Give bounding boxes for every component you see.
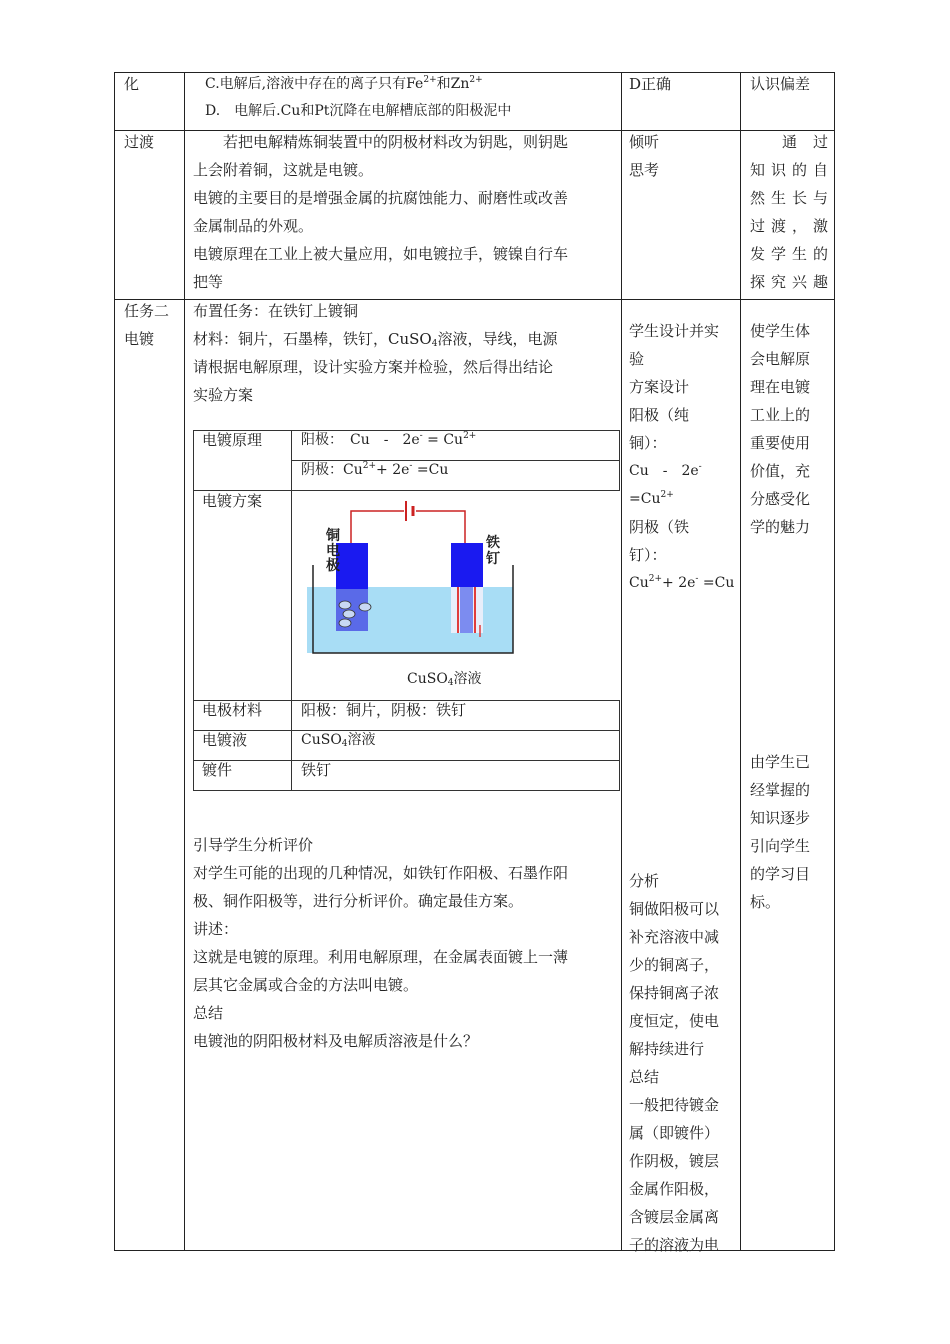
activity-line: 属（即镀件） (629, 1124, 720, 1142)
iron-nail-body (460, 587, 473, 633)
inner-table-row-divider (193, 760, 620, 761)
copper-bubble (343, 610, 355, 618)
table-border-left (114, 72, 115, 1251)
plan-heading: 实验方案 (193, 386, 254, 404)
activity-eq-line: $=Cu^{2+}$ (629, 490, 674, 507)
row1-intent: 认识偏差 (750, 75, 811, 93)
inner-label-workpiece: 镀件 (202, 761, 233, 779)
row1-option-d: D. 电解后.Cu和Pt沉降在电解槽底部的阳极泥中 (205, 103, 512, 119)
iron-nail-label: 铁钉 (486, 535, 500, 567)
table-border-right (834, 72, 835, 1251)
cathode-equation: 阴极：$Cu^{2+}+ 2e^- =Cu$ (301, 461, 449, 478)
activity-line: 作阴极，镀层 (629, 1152, 720, 1170)
activity-line: 含镀层金属离 (629, 1208, 720, 1226)
iron-nail-electrode (451, 543, 483, 587)
activity-line: 学生设计并实 (629, 322, 720, 340)
intent-line: 学的魅力 (750, 518, 811, 536)
inner-label-electrode: 电极材料 (202, 701, 263, 719)
activity-line: 度恒定，使电 (629, 1012, 720, 1030)
row2-intent (750, 128, 828, 296)
analysis-line: 对学生可能的出现的几种情况，如铁钉作阳极、石墨作阳 (193, 864, 569, 882)
row3-phase-line: 任务二 (124, 302, 170, 320)
inner-label-bath: 电镀液 (202, 731, 248, 749)
activity-line: 验 (629, 350, 645, 368)
intent-line: 标。 (750, 893, 781, 911)
inner-table-mid (291, 430, 292, 791)
analysis-line: 讲述： (193, 920, 239, 938)
electroplating-diagram (300, 497, 540, 667)
row2-intent-line: 探 究 兴 趣 (750, 273, 828, 291)
row2-content-line: 若把电解精炼铜装置中的阴极材料改为钥匙，则钥匙 (193, 133, 569, 151)
row2-content-line: 把等 (193, 273, 224, 291)
inner-label-scheme: 电镀方案 (202, 492, 263, 510)
intent-line: 会电解原 (750, 350, 811, 368)
copper-bubble (359, 603, 371, 611)
row2-activity-line: 倾听 (629, 133, 660, 151)
intent-line: 引向学生 (750, 837, 811, 855)
inner-table-row-divider (193, 730, 620, 731)
copper-electrode-label: 铜电极 (326, 528, 340, 574)
row2-activity-line: 思考 (629, 161, 660, 179)
inner-label-principle: 电镀原理 (202, 431, 263, 449)
activity-line: 铜做阳极可以 (629, 900, 720, 918)
row2-intent-line: 然 生 长 与 (750, 189, 828, 207)
circuit-wire (351, 511, 404, 543)
row1-phase: 化 (124, 75, 140, 93)
inner-value-bath: CuSO$_4$溶液 (301, 732, 376, 749)
table-col-divider-3 (740, 72, 741, 1251)
anode-equation: 阳极： Cu - $2e^- = Cu^{2+}$ (301, 431, 477, 448)
row2-content-line: 电镀的主要目的是增强金属的抗腐蚀能力、耐磨性或改善 (193, 189, 569, 207)
row3-intent (750, 317, 810, 541)
intent-line: 工业上的 (750, 406, 811, 424)
row3-phase-line: 电镀 (124, 330, 155, 348)
activity-eq-line: Cu - 2e- (629, 462, 702, 479)
circuit-wire (416, 511, 465, 543)
activity-line: 铜）： (629, 434, 667, 452)
row2-phase: 过渡 (124, 133, 155, 151)
copper-bubble (339, 619, 351, 627)
table-col-divider-2 (621, 72, 622, 1251)
analysis-line: 层其它金属或合金的方法叫电镀。 (193, 976, 419, 994)
activity-eq-line: $Cu^{2+}+ 2e^- =Cu$ (629, 574, 735, 591)
row1-option-c: C.电解后,溶液中存在的离子只有$Fe^{2+}$和$Zn^{2+}$ (205, 75, 483, 92)
intent-line: 由学生已 (750, 753, 811, 771)
row3-student-activity (629, 317, 734, 597)
analysis-line: 极、铜作阳极等，进行分析评价。确定最佳方案。 (193, 892, 524, 910)
inner-table-left (193, 430, 194, 791)
intent-line: 使学生体 (750, 322, 811, 340)
row2-intent-line: 通 过 (782, 133, 828, 151)
activity-line: 保持铜离子浓 (629, 984, 720, 1002)
row1-student-activity: D正确 (629, 75, 672, 93)
row3-analysis (193, 831, 568, 1055)
row3-intent-goal (750, 748, 810, 916)
task-line: 布置任务：在铁钉上镀铜 (193, 302, 359, 320)
inner-value-workpiece: 铁钉 (301, 761, 332, 779)
activity-line: 补充溶液中减 (629, 928, 720, 946)
instruction-line: 请根据电解原理，设计实验方案并检验，然后得出结论 (193, 358, 554, 376)
row2-intent-line: 知 识 的 自 (750, 161, 828, 179)
activity-line: 方案设计 (629, 378, 690, 396)
inner-table-bottom (193, 790, 620, 791)
activity-line: 解持续进行 (629, 1040, 705, 1058)
table-border-bottom (114, 1250, 835, 1251)
analysis-line: 总结 (193, 1004, 224, 1022)
row3-student-analysis (629, 867, 719, 1259)
copper-bubble (339, 601, 351, 609)
row2-student-activity (629, 128, 659, 184)
activity-line: 一般把待镀金 (629, 1096, 720, 1114)
intent-line: 经掌握的 (750, 781, 811, 799)
row2-content-line: 电镀原理在工业上被大量应用，如电镀拉手，镀镍自行车 (193, 245, 569, 263)
row2-intent-line: 发 学 生 的 (750, 245, 828, 263)
materials-line: 材料：铜片，石墨棒，铁钉，CuSO$_4$溶液，导线，电源 (193, 330, 558, 349)
analysis-line: 这就是电镀的原理。利用电解原理，在金属表面镀上一薄 (193, 948, 569, 966)
intent-line: 的学习目 (750, 865, 811, 883)
intent-line: 重要使用 (750, 434, 811, 452)
activity-line: 金属作阳极， (629, 1180, 720, 1198)
activity-line: 子的溶液为电 (629, 1236, 720, 1254)
inner-value-electrode: 阳极：铜片，阴极：铁钉 (301, 701, 467, 719)
activity-line: 阴极（铁 (629, 518, 690, 536)
activity-line: 总结 (629, 1068, 660, 1086)
inner-table-right-bottom (619, 700, 620, 791)
intent-line: 理在电镀 (750, 378, 811, 396)
row3-intro (193, 297, 557, 409)
activity-line: 钉）： (629, 546, 667, 564)
diagram-caption: CuSO$_4$溶液 (407, 671, 482, 688)
analysis-line: 引导学生分析评价 (193, 836, 314, 854)
row3-phase (124, 297, 169, 353)
intent-line: 分感受化 (750, 490, 811, 508)
analysis-line: 电镀池的阴阳极材料及电解质溶液是什么？ (193, 1032, 479, 1050)
intent-line: 价值，充 (750, 462, 811, 480)
row2-content (193, 128, 568, 296)
intent-line: 知识逐步 (750, 809, 811, 827)
activity-line: 少的铜离子， (629, 956, 720, 974)
activity-line: 阳极（纯 (629, 406, 690, 424)
row2-content-line: 上会附着铜，这就是电镀。 (193, 161, 374, 179)
row2-content-line: 金属制品的外观。 (193, 217, 314, 235)
activity-line: 分析 (629, 872, 660, 890)
table-col-divider-1 (184, 72, 185, 1251)
row2-intent-line: 过 渡 ， 激 (750, 217, 828, 235)
